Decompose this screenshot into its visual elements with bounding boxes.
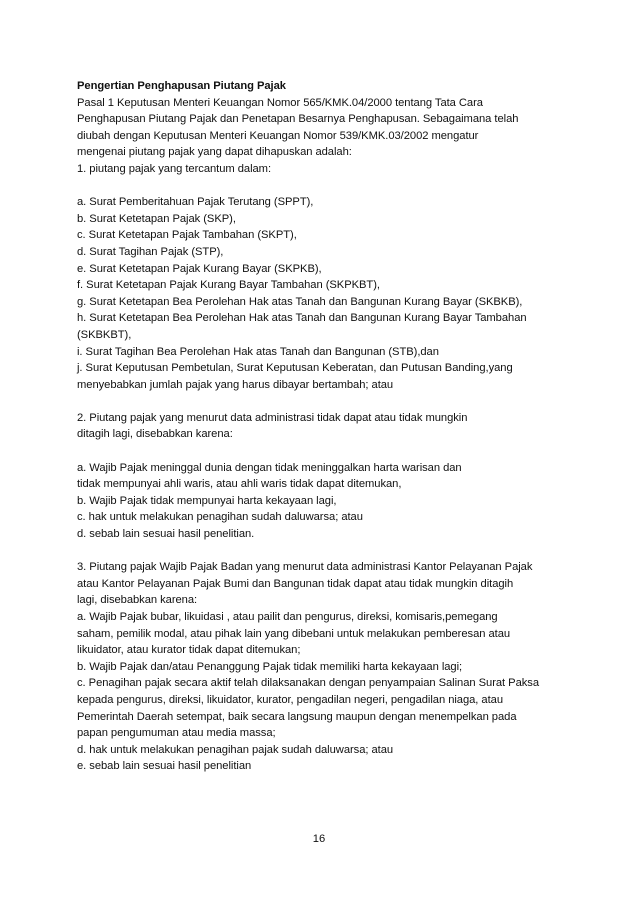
text-line: 2. Piutang pajak yang menurut data administrasi tidak dapat atau tidak mungkin — [77, 411, 468, 424]
text-line: b. Wajib Pajak dan/atau Penanggung Pajak tidak memiliki harta kekayaan lagi; — [77, 660, 463, 673]
text-line: g. Surat Ketetapan Bea Perolehan Hak atas Tanah dan Bangunan Kurang Bayar (SKBKB), — [77, 295, 523, 308]
text-line: c. hak untuk melakukan penagihan sudah daluwarsa; atau — [77, 511, 363, 524]
text-line: tidak mempunyai ahli waris, atau ahli waris tidak dapat ditemukan, — [77, 478, 402, 491]
text-line: d. Surat Tagihan Pajak (STP), — [77, 245, 224, 258]
spacer — [77, 178, 597, 195]
list-2 — [77, 460, 597, 543]
spacer — [77, 393, 597, 410]
document-body — [77, 78, 597, 775]
spacer — [77, 443, 597, 460]
text-line: a. Wajib Pajak bubar, likuidasi , atau pailit dan pengurus, direksi, komisaris,pemegang — [77, 611, 498, 623]
document-title: Pengertian Penghapusan Piutang Pajak — [77, 80, 286, 92]
text-line: c. Surat Ketetapan Pajak Tambahan (SKPT), — [77, 229, 297, 242]
text-line: h. Surat Ketetapan Bea Perolehan Hak atas Tanah dan Bangunan Kurang Bayar Tambahan — [77, 312, 527, 325]
list-1 — [77, 194, 597, 393]
text-line: d. sebab lain sesuai hasil penelitian. — [77, 528, 255, 541]
text-line: papan pengumuman atau media massa; — [77, 727, 276, 740]
text-line: (SKBKBT), — [77, 328, 132, 341]
text-line: b. Surat Ketetapan Pajak (SKP), — [77, 212, 236, 225]
text-line: 3. Piutang pajak Wajib Pajak Badan yang menurut data administrasi Kantor Pelayanan Pajak — [77, 561, 533, 574]
text-line: i. Surat Tagihan Bea Perolehan Hak atas Tanah dan Bangunan (STB),dan — [77, 345, 439, 358]
text-line: likuidator, atau kurator tidak dapat ditemukan; — [77, 644, 301, 657]
text-line: kepada pengurus, direksi, likuidator, kurator, pengadilan negeri, pengadilan niaga, atau — [77, 693, 504, 706]
text-line: saham, pemilik modal, atau pihak lain yang dibebani untuk melakukan pemberesan atau — [77, 627, 511, 640]
text-line: e. sebab lain sesuai hasil penelitian — [77, 760, 252, 773]
section-3 — [77, 559, 597, 775]
text-line: c. Penagihan pajak secara aktif telah dilaksanakan dengan penyampaian Salinan Surat Paksa — [77, 677, 540, 690]
section-2-intro — [77, 410, 597, 443]
text-line: mengenai piutang pajak yang dapat dihapuskan adalah: — [77, 146, 352, 159]
text-line: atau Kantor Pelayanan Pajak Bumi dan Bangunan tidak dapat atau tidak mungkin ditagih — [77, 577, 514, 590]
text-line: diubah dengan Keputusan Menteri Keuangan Nomor 539/KMK.03/2002 mengatur — [77, 129, 479, 142]
text-line: d. hak untuk melakukan penagihan pajak sudah daluwarsa; atau — [77, 743, 394, 756]
text-line: Pasal 1 Keputusan Menteri Keuangan Nomor 565/KMK.04/2000 tentang Tata Cara — [77, 96, 483, 109]
text-line: ditagih lagi, disebabkan karena: — [77, 428, 233, 441]
text-line: a. Wajib Pajak meninggal dunia dengan tidak meninggalkan harta warisan dan — [77, 461, 462, 474]
spacer — [77, 543, 597, 560]
intro-paragraph — [77, 95, 597, 178]
text-line: lagi, disebabkan karena: — [77, 594, 198, 607]
text-line: Penghapusan Piutang Pajak dan Penetapan Besarnya Penghapusan. Sebagaimana telah — [77, 113, 519, 126]
text-line: menyebabkan jumlah pajak yang harus dibayar bertambah; atau — [77, 378, 394, 391]
text-line: 1. piutang pajak yang tercantum dalam: — [77, 162, 272, 175]
text-line: a. Surat Pemberitahuan Pajak Terutang (SPPT), — [77, 196, 314, 209]
text-line: e. Surat Ketetapan Pajak Kurang Bayar (SKPKB), — [77, 262, 322, 275]
text-line: b. Wajib Pajak tidak mempunyai harta kekayaan lagi, — [77, 494, 337, 507]
text-line: j. Surat Keputusan Pembetulan, Surat Keputusan Keberatan, dan Putusan Banding,yang — [77, 362, 513, 375]
text-line: Pemerintah Daerah setempat, baik secara langsung maupun dengan menempelkan pada — [77, 710, 517, 723]
text-line: f. Surat Ketetapan Pajak Kurang Bayar Tambahan (SKPKBT), — [77, 279, 380, 292]
page-number: 16 — [312, 833, 326, 845]
